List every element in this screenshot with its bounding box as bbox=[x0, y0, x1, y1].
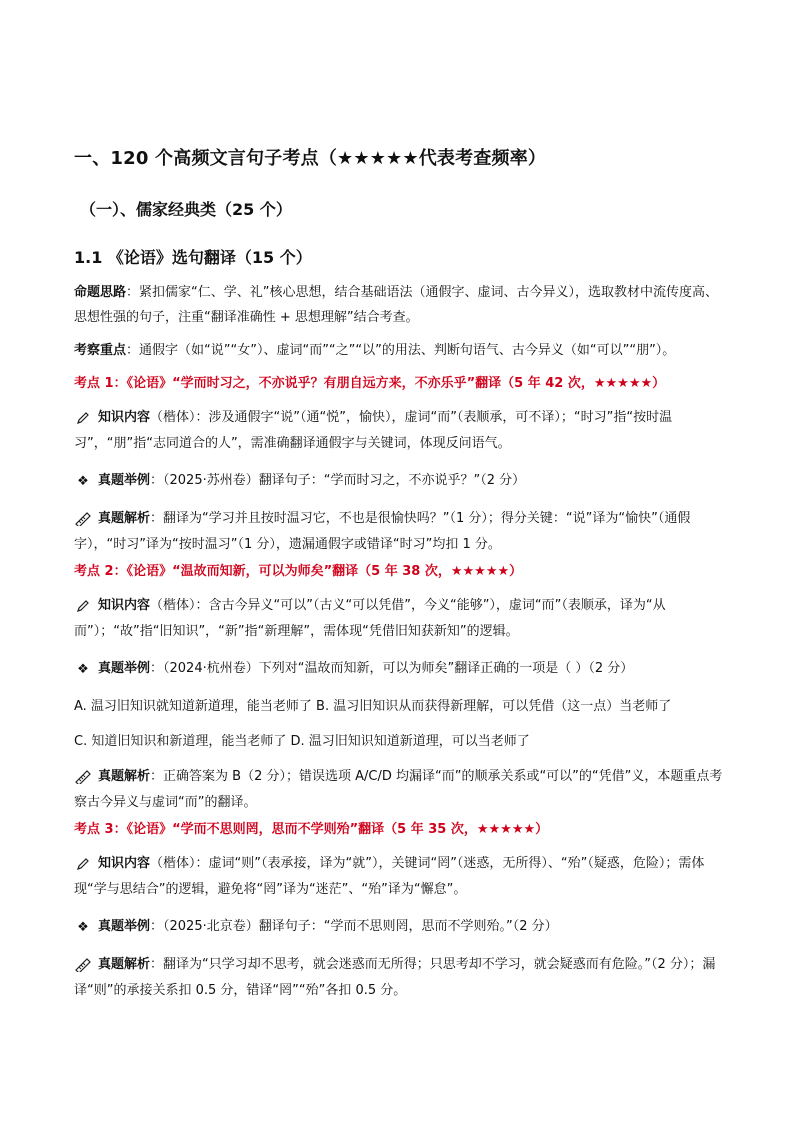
example-block bbox=[74, 656, 730, 682]
knowledge-label: 知识内容 bbox=[98, 598, 151, 613]
knowledge-label: 知识内容 bbox=[98, 410, 151, 425]
knowledge-text: （楷体）：虚词“则”（表承接，译为“就”），关键词“罔”（迷惑，无所得）、“殆”（疑惑，危险）；需体现“学与思结合”的逻辑，避免将“罔”译为“迷茫”、“殆”译为“懈怠”。 bbox=[74, 856, 705, 897]
document-title: 一、120 个高频文言句子考点（★★★★★代表考查频率） bbox=[74, 148, 547, 169]
thinking-label: 命题思路 bbox=[74, 285, 127, 300]
knowledge-text: （楷体）：含古今异义“可以”（古义“可以凭借”，今义“能够”），虚词“而”（表顺承，译为“从而”）；“故”指“旧知识”，“新”指“新理解”，需体现“凭借旧知获新知”的逻辑。 bbox=[74, 598, 666, 639]
ruler-pencil-icon bbox=[74, 765, 92, 790]
example-block bbox=[74, 468, 730, 494]
analysis-text: ：翻译为“只学习却不思考，就会迷惑而无所得；只思考却不学习，就会疑惑而有危险。”（2 分）；漏译“则”的承接关系扣 0.5 分，错译“罔”“殆”各扣 0.5 分。 bbox=[74, 957, 716, 998]
example-text: ：（2025·北京卷）翻译句子：“学而不思则罔，思而不学则殆。”（2 分） bbox=[150, 919, 558, 934]
focus-paragraph bbox=[74, 338, 730, 363]
pencil-icon bbox=[74, 406, 92, 431]
analysis-label: 真题解析 bbox=[98, 511, 151, 526]
analysis-block bbox=[74, 506, 730, 557]
example-label: 真题举例 bbox=[98, 919, 151, 934]
knowledge-block bbox=[74, 593, 730, 644]
knowledge-text: （楷体）：涉及通假字“说”（通“悦”，愉快），虚词“而”（表顺承，可不译）；“时习”指“按时温习”，“朋”指“志同道合的人”，需准确翻译通假字与关键词，体现反问语气。 bbox=[74, 410, 673, 451]
example-text: ：（2025·苏州卷）翻译句子：“学而时习之，不亦说乎？”（2 分） bbox=[150, 473, 526, 488]
knowledge-label: 知识内容 bbox=[98, 856, 151, 871]
thinking-paragraph bbox=[74, 280, 730, 330]
knowledge-block bbox=[74, 405, 730, 456]
subsection-heading: 1.1 《论语》选句翻译（15 个） bbox=[74, 248, 312, 267]
exam-point bbox=[74, 561, 730, 815]
diamond-bullet-icon: ❖ bbox=[77, 920, 89, 935]
analysis-label: 真题解析 bbox=[98, 957, 151, 972]
exam-point bbox=[74, 819, 730, 1003]
exam-point-heading: 考点 2：《论语》“温故而知新，可以为师矣”翻译（5 年 38 次，★★★★★） bbox=[74, 564, 523, 579]
knowledge-block bbox=[74, 851, 730, 902]
exam-point-heading: 考点 3：《论语》“学而不思则罔，思而不学则殆”翻译（5 年 35 次，★★★★★） bbox=[74, 822, 549, 837]
analysis-block bbox=[74, 764, 730, 815]
exam-point-heading: 考点 1：《论语》“学而时习之，不亦说乎？有朋自远方来，不亦乐乎”翻译（5 年 42 次，★★★★★） bbox=[74, 376, 666, 391]
diamond-bullet-icon: ❖ bbox=[77, 662, 89, 677]
example-label: 真题举例 bbox=[98, 661, 151, 676]
analysis-label: 真题解析 bbox=[98, 769, 151, 784]
analysis-block bbox=[74, 952, 730, 1003]
analysis-text: ：翻译为“学习并且按时温习它，不也是很愉快吗？”（1 分）；得分关键：“说”译为“愉快”（通假字），“时习”译为“按时温习”（1 分），遗漏通假字或错译“时习”均扣 1 分。 bbox=[74, 511, 691, 552]
focus-text: ：通假字（如“说”“女”）、虚词“而”“之”“以”的用法、判断句语气、古今异义（如“可以”“朋”）。 bbox=[126, 343, 676, 358]
ruler-pencil-icon bbox=[74, 507, 92, 532]
example-block bbox=[74, 914, 730, 940]
answer-option-line: C. 知道旧知识和新道理，能当老师了 D. 温习旧知识知道新道理，可以当老师了 bbox=[74, 734, 530, 749]
focus-label: 考察重点 bbox=[74, 343, 127, 358]
example-label: 真题举例 bbox=[98, 473, 151, 488]
section-heading: （一）、儒家经典类（25 个） bbox=[80, 200, 292, 219]
example-text: ：（2024·杭州卷）下列对“温故而知新，可以为师矣”翻译正确的一项是（ ）（2 分） bbox=[150, 661, 634, 676]
pencil-icon bbox=[74, 852, 92, 877]
analysis-text: ：正确答案为 B（2 分）；错误选项 A/C/D 均漏译“而”的顺承关系或“可以”的“凭借”义，本题重点考察古今异义与虚词“而”的翻译。 bbox=[74, 769, 723, 810]
answer-option-line: A. 温习旧知识就知道新道理，能当老师了 B. 温习旧知识从而获得新理解，可以凭借（这一点）当老师了 bbox=[74, 699, 672, 714]
pencil-icon bbox=[74, 594, 92, 619]
exam-point bbox=[74, 373, 730, 557]
ruler-pencil-icon bbox=[74, 953, 92, 978]
thinking-text: ：紧扣儒家“仁、学、礼”核心思想，结合基础语法（通假字、虚词、古今异义），选取教材中流传度高、思想性强的句子，注重“翻译准确性 + 思想理解”结合考查。 bbox=[74, 285, 718, 325]
diamond-bullet-icon: ❖ bbox=[77, 474, 89, 489]
